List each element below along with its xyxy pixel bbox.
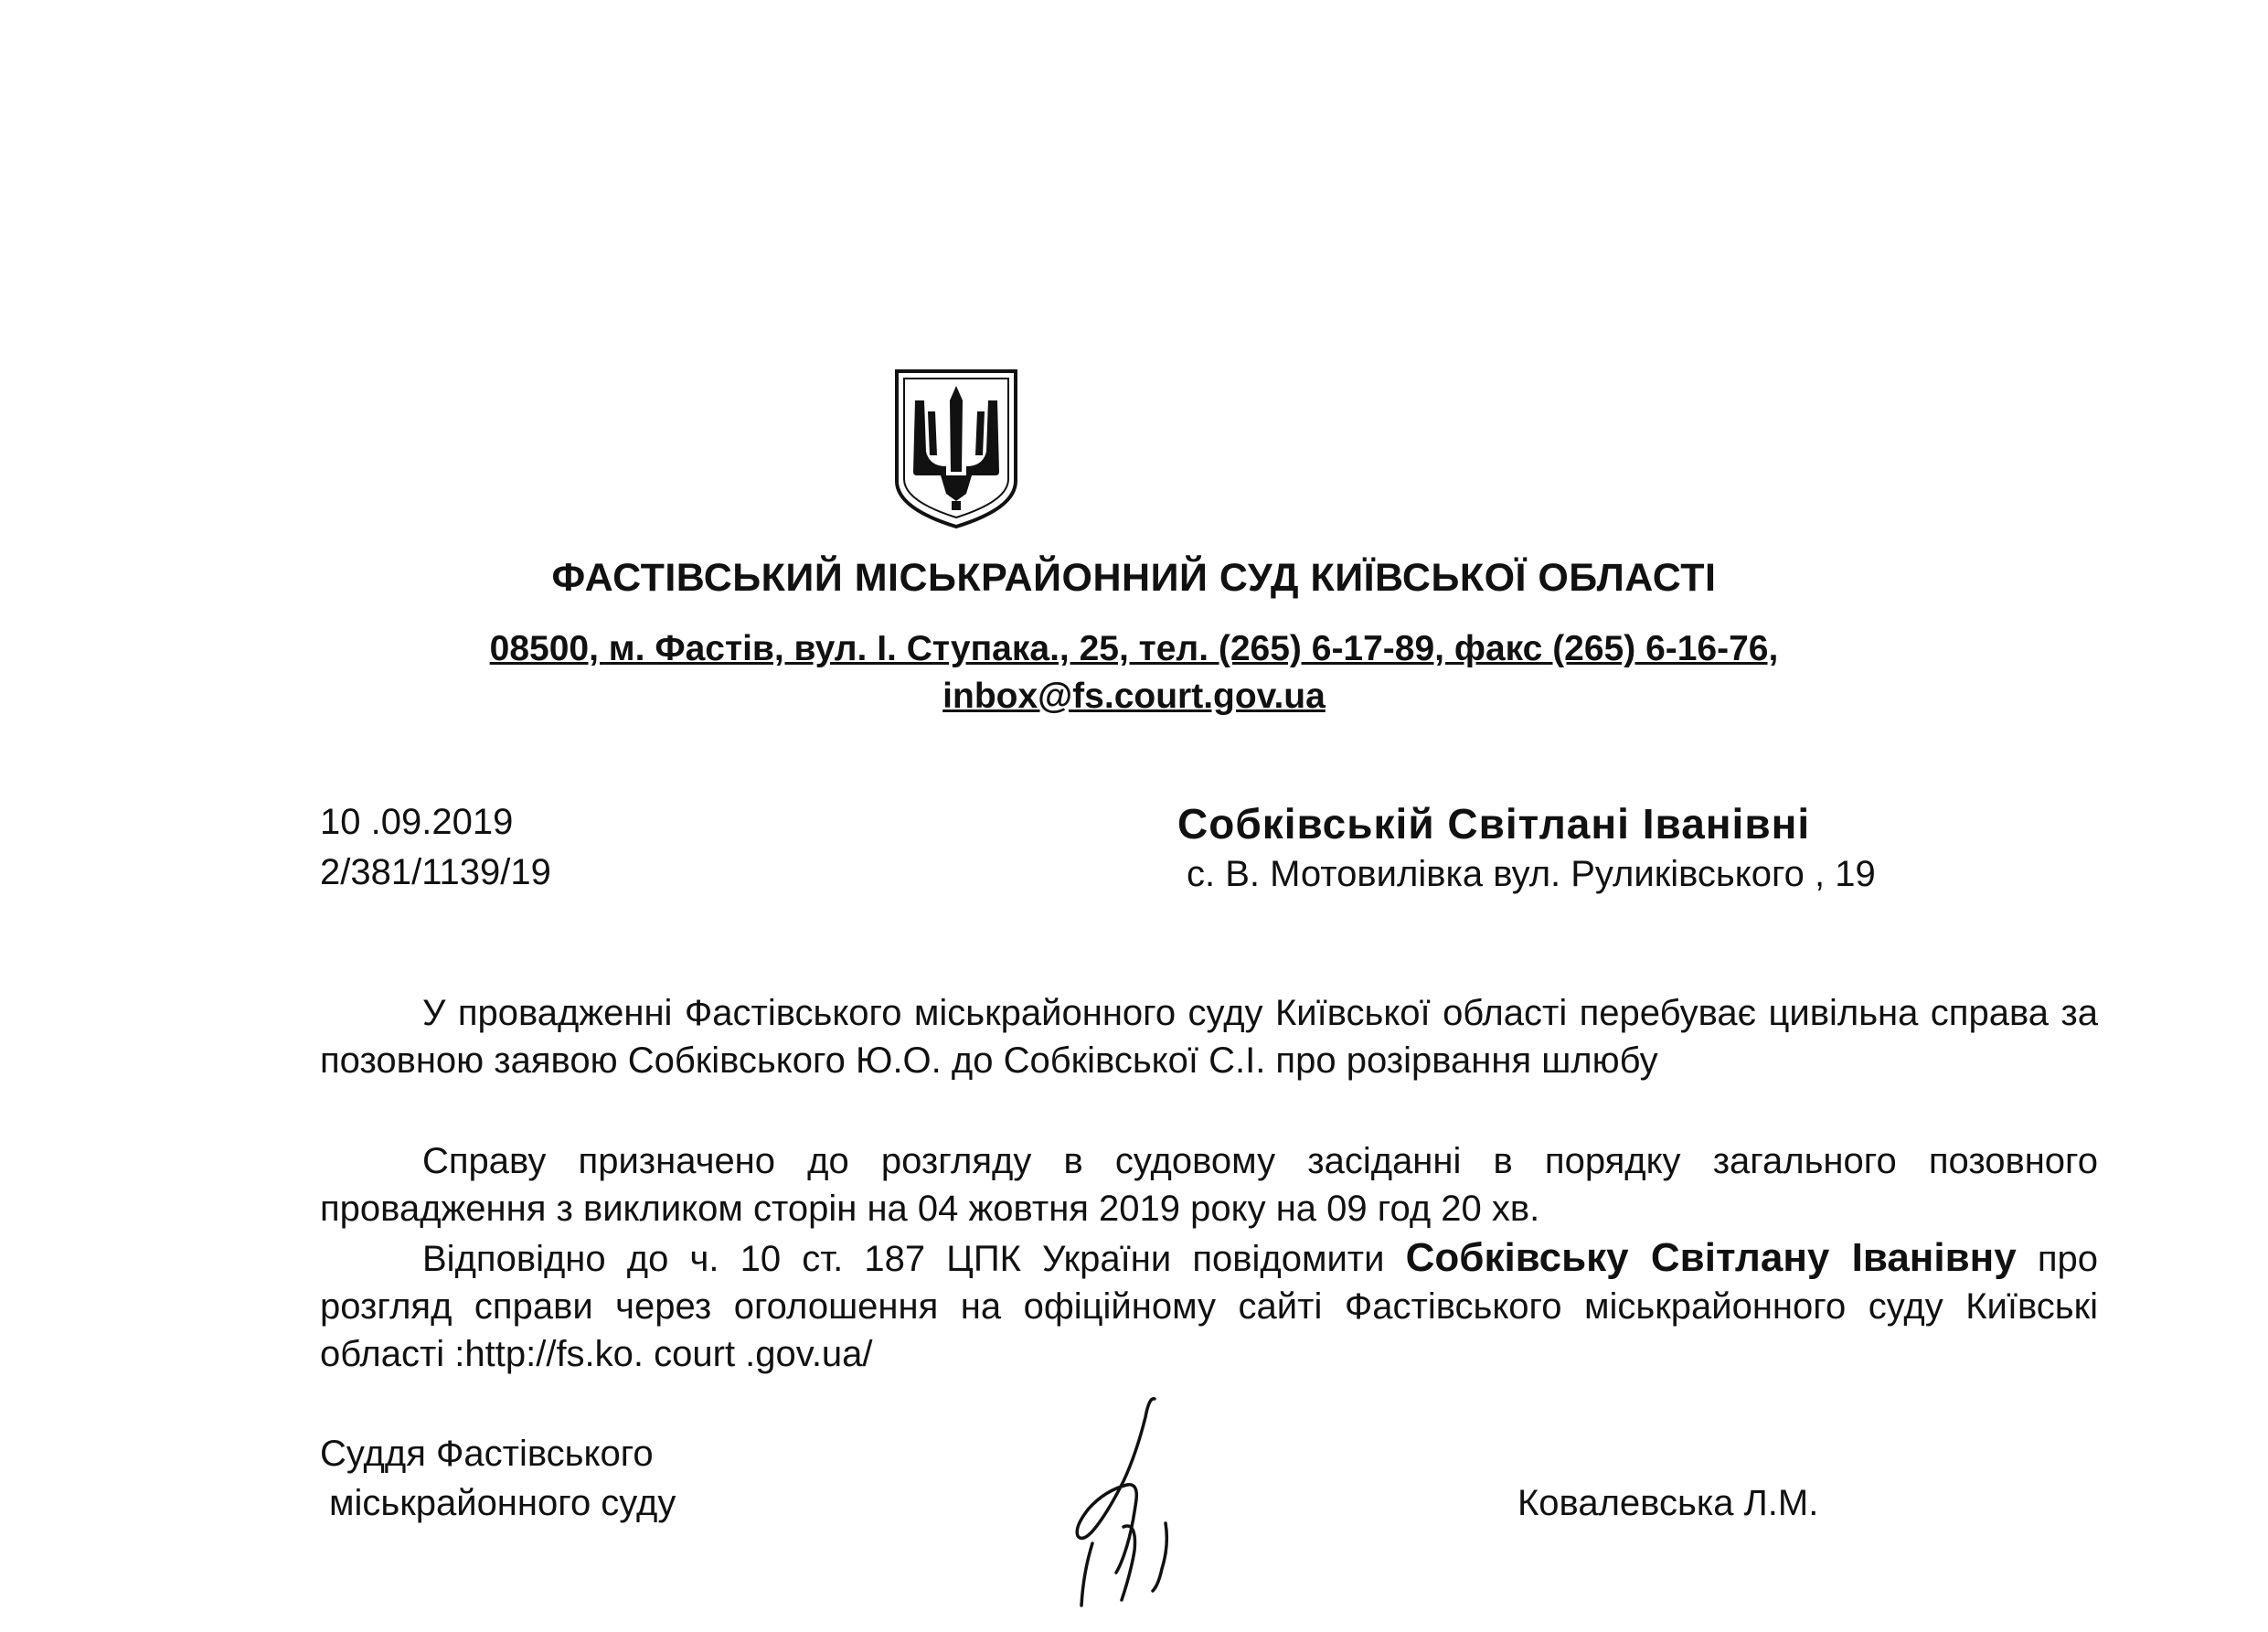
coat-of-arms-trident-icon: [889, 364, 1023, 530]
reference-number: 2/381/1139/19: [320, 852, 551, 892]
letter-date: 10 .09.2019: [320, 802, 514, 842]
body-paragraph-2: [320, 1137, 2098, 1232]
recipient-address: с. В. Мотовилівка вул. Руликівського , 19: [1187, 854, 1876, 894]
body-paragraph-1: [320, 989, 2098, 1084]
court-email: inbox@fs.court.gov.ua: [942, 677, 1326, 716]
handwritten-signature-icon: [1028, 1390, 1184, 1618]
paragraph-text: Справу призначено до розгляду в судовому засіданні в порядку загального позовного провадження з викликом сторін на 04 жовтня 2019 року на 09 год 20 хв.: [320, 1141, 2098, 1229]
judge-title-line-2: міськрайонного суду: [329, 1483, 676, 1523]
court-address: 08500, м. Фастів, вул. І. Ступака., 25, тел. (265) 6-17-89, факс (265) 6-16-76,: [489, 629, 1779, 668]
notified-person-name: Собківську Світлану Іванівну: [1405, 1235, 2017, 1280]
paragraph-text: У провадженні Фастівського міськрайонного суду Київської області перебуває цивільна справа за позовною заявою Собківського Ю.О. до Собківської С.І. про розірвання шлюбу: [320, 993, 2098, 1081]
court-name: ФАСТІВСЬКИЙ МІСЬКРАЙОННИЙ СУД КИЇВСЬКОЇ ОБЛАСТІ: [551, 556, 1717, 600]
paragraph-3-end: про розгляд справи через оголошення на офіційному сайті Фастівського міськрайонного суду Київські області :http://fs.ko. court .gov.ua/: [320, 1239, 2099, 1374]
recipient-name: Собківській Світлані Іванівні: [1177, 800, 1811, 848]
judge-title-line-1: Суддя Фастівського: [320, 1434, 654, 1474]
paragraph-3-start: Відповідно до ч. 10 ст. 187 ЦПК України повідомити: [422, 1239, 1406, 1279]
body-paragraph-3: [320, 1234, 2098, 1378]
paragraph-text: [320, 1234, 2098, 1378]
judge-name: Ковалевська Л.М.: [1517, 1483, 1819, 1523]
